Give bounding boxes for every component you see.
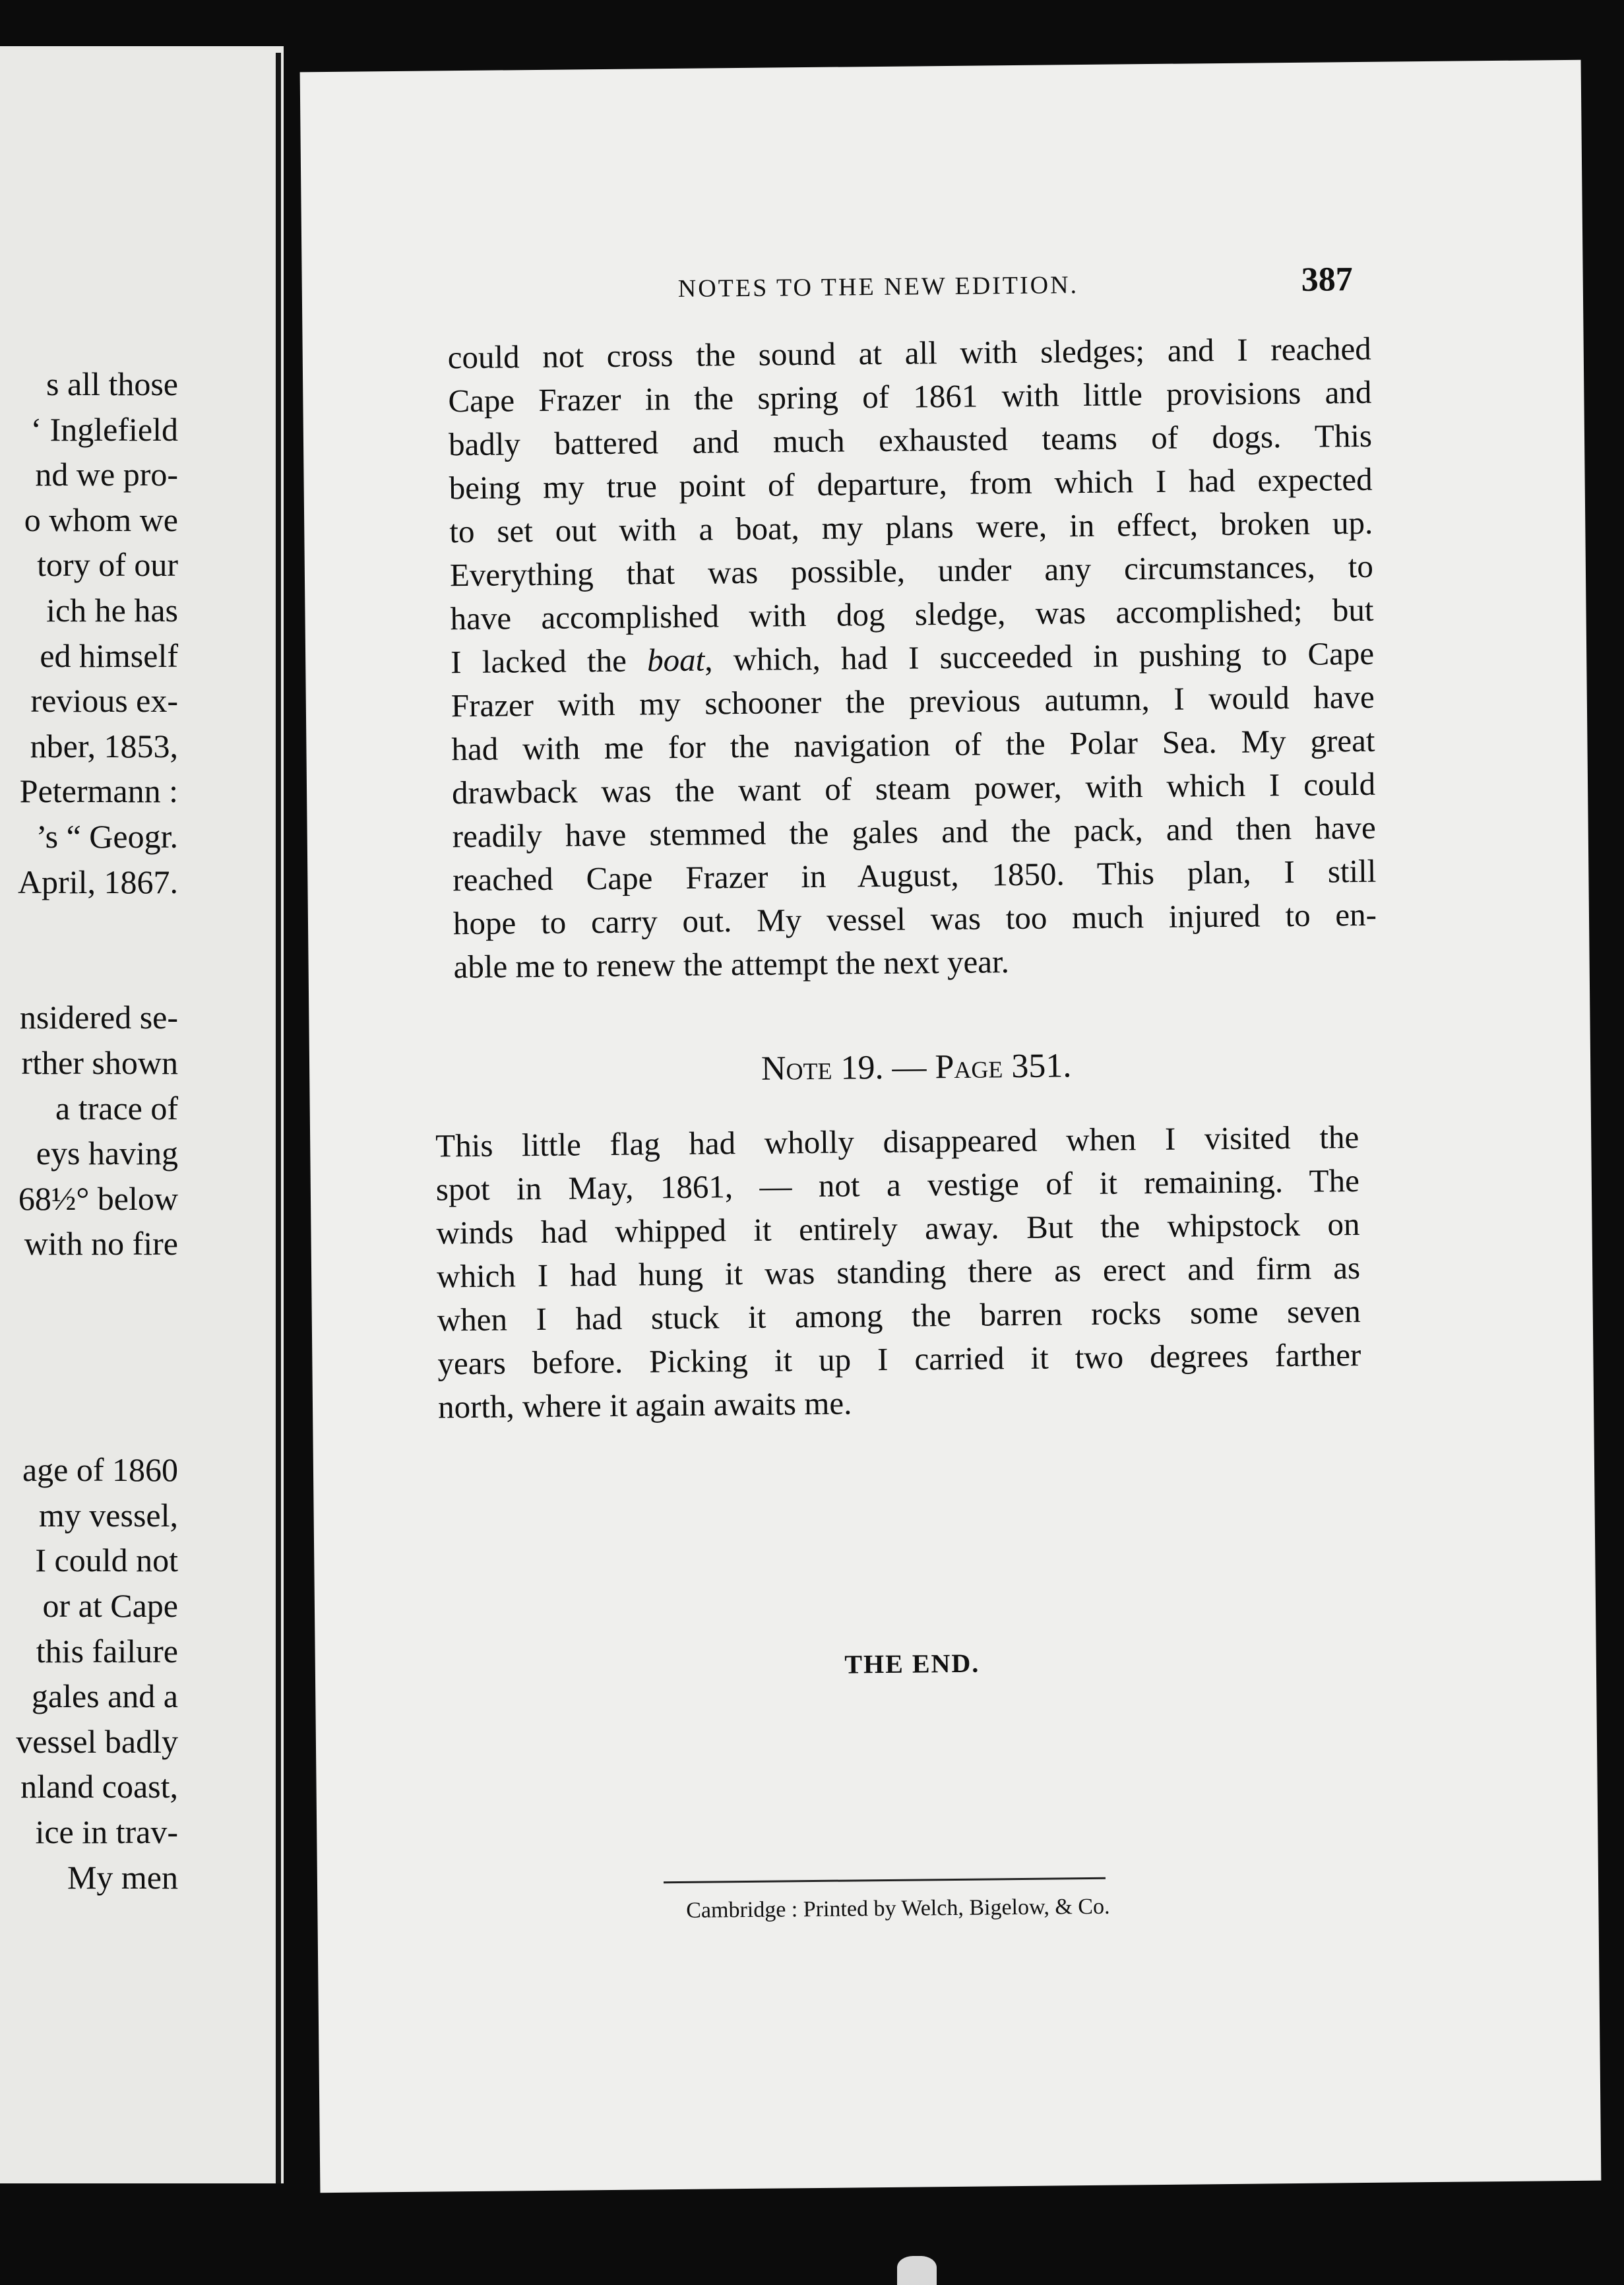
left-page-line: my vessel, — [38, 1496, 178, 1534]
left-page-line: age of 1860 — [22, 1451, 178, 1489]
left-page-line: this failure — [36, 1632, 178, 1670]
paragraph-2 — [435, 1115, 1361, 1429]
text-line: spot in May, 1861, — not a vestige of it remaining. The — [435, 1162, 1360, 1208]
left-page-line: a trace of — [55, 1089, 178, 1127]
line-gap — [16, 1402, 178, 1448]
left-page-line: rther shown — [21, 1044, 178, 1081]
left-page-line: revious ex- — [30, 682, 178, 720]
left-page-line: April, 1867. — [17, 863, 178, 900]
text-line: hope to carry out. My vessel was too much injured to en- — [453, 896, 1377, 942]
text-line: able me to renew the attempt the next year. — [453, 943, 1010, 986]
left-page-line: ice in trav- — [35, 1813, 178, 1850]
left-page-line: ich he has — [46, 591, 178, 629]
text-line: badly battered and much exhausted teams of dogs. This — [448, 417, 1373, 463]
page-number: 387 — [1301, 261, 1353, 299]
text-line: have accomplished with dog sledge, was accomplished; but — [450, 591, 1374, 637]
left-page-line: nsidered se- — [19, 999, 178, 1036]
text-line: which I had hung it was standing there as erect and firm as — [436, 1249, 1361, 1295]
main-page — [300, 60, 1602, 2193]
line-gap — [16, 950, 178, 995]
left-page-line: gales and a — [31, 1677, 178, 1715]
gutter-shadow — [276, 53, 281, 2183]
text-line: to set out with a boat, my plans were, in effect, broken up. — [449, 504, 1373, 550]
left-page-line: 68½° below — [18, 1179, 178, 1217]
text-line: reached Cape Frazer in August, 1850. This plan, I still — [453, 852, 1377, 898]
left-facing-page — [0, 46, 284, 2183]
line-gap — [16, 904, 178, 950]
colophon-rule — [664, 1877, 1106, 1883]
scan-artifact — [897, 2256, 937, 2285]
text-line: years before. Picking it up I carried it two degrees farther — [437, 1336, 1361, 1382]
text-line: I lacked the boat, which, had I succeeded in pushing to Cape — [450, 635, 1375, 681]
left-page-line: with no fire — [24, 1225, 178, 1263]
left-page-text — [16, 361, 178, 1900]
text-line: winds had whipped it entirely away. But the whipstock on — [436, 1206, 1360, 1251]
left-page-line: o whom we — [24, 501, 178, 538]
note-heading: Note 19. — Page 351. — [761, 1047, 1072, 1088]
left-page-line: nd we pro- — [35, 456, 178, 493]
text-line: readily have stemmed the gales and the pack, and then have — [452, 809, 1376, 855]
left-page-line: eys having — [36, 1135, 178, 1172]
left-page-line: ‘ Inglefield — [30, 410, 178, 448]
left-page-line: My men — [67, 1858, 178, 1896]
text-line: Frazer with my schooner the previous autumn, I would have — [451, 678, 1375, 724]
paragraph-1 — [447, 327, 1377, 989]
colophon: Cambridge : Printed by Welch, Bigelow, & Co. — [686, 1894, 1110, 1923]
line-gap — [16, 1357, 178, 1402]
left-page-line: ’s “ Geogr. — [36, 817, 178, 855]
left-page-line: Petermann : — [19, 772, 178, 810]
text-line: drawback was the want of steam power, with which I could — [451, 765, 1376, 811]
left-page-line: nber, 1853, — [30, 727, 178, 765]
line-gap — [16, 1311, 178, 1357]
line-gap — [16, 1267, 178, 1312]
text-line: when I had stuck it among the barren rocks some seven — [437, 1293, 1361, 1338]
left-page-line: tory of our — [37, 546, 178, 584]
left-page-line: ed himself — [40, 637, 178, 674]
left-page-line: s all those — [46, 365, 178, 402]
text-line: could not cross the sound at all with sledges; and I reached — [447, 330, 1371, 376]
text-line: had with me for the navigation of the Polar Sea. My great — [451, 722, 1375, 768]
left-page-line: nland coast, — [20, 1768, 178, 1805]
text-line: north, where it again awaits me. — [437, 1385, 852, 1425]
text-line: Everything that was possible, under any circumstances, to — [449, 548, 1374, 594]
text-line: being my true point of departure, from which I had expected — [449, 460, 1373, 507]
text-line: Cape Frazer in the spring of 1861 with little provisions and — [448, 373, 1372, 420]
running-head: NOTES TO THE NEW EDITION. — [677, 271, 1079, 303]
text-line: This little flag had wholly disappeared when I visited the — [435, 1119, 1359, 1164]
the-end: THE END. — [844, 1648, 980, 1679]
left-page-line: I could not — [35, 1542, 178, 1579]
left-page-line: vessel badly — [16, 1722, 178, 1760]
left-page-line: or at Cape — [42, 1587, 178, 1625]
